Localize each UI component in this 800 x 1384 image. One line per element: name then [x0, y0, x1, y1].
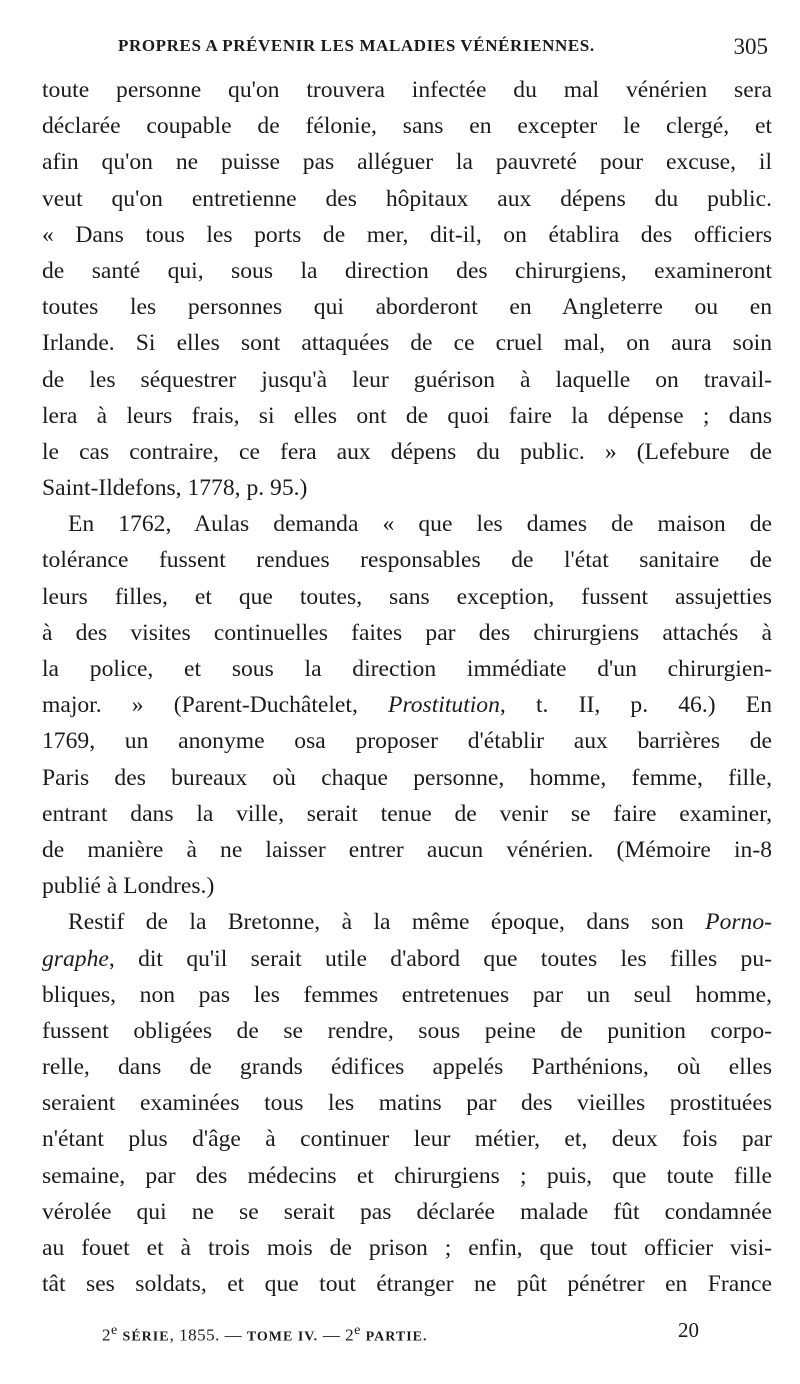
italic-title-pornographe-part2: graphe: [42, 945, 109, 972]
series-superscript: e: [111, 1322, 118, 1338]
text-line: au fouet et à trois mois de prison ; enfin, que tout officier visi-: [42, 1235, 772, 1261]
text-line: de manière à ne laisser entrer aucun vénérien. (Mémoire in-8: [42, 836, 772, 863]
text-line-with-italic: [42, 687, 772, 723]
text-segment: , dit qu'il serait utile d'abord que toutes les filles pu-: [108, 945, 772, 972]
part-number: 2: [345, 1325, 355, 1345]
text-line: toute personne qu'on trouvera infectée du mal vénérien sera: [42, 77, 772, 103]
text-line: tât ses soldats, et que tout étranger ne pût pénétrer en France: [42, 1271, 772, 1298]
sheet-number: 20: [678, 1318, 699, 1342]
year: , 1855. —: [169, 1325, 247, 1345]
paragraph-quotation: [42, 72, 772, 506]
text-line: fussent obligées de se rendre, sous peine de punition corpo-: [42, 1017, 772, 1044]
text-line: Saint-Ildefons, 1778, p. 95.): [42, 475, 308, 502]
text-line: de santé qui, sous la direction des chirurgiens, examineront: [42, 257, 772, 284]
text-line: n'étant plus d'âge à continuer leur métier, et, deux fois par: [42, 1126, 772, 1153]
text-line: bliques, non pas les femmes entretenues par un seul homme,: [42, 981, 772, 1008]
text-line: leurs filles, et que toutes, sans exception, fussent assujetties: [42, 583, 772, 610]
text-line: déclarée coupable de félonie, sans en excepter le clergé, et: [42, 113, 772, 140]
text-line: Paris des bureaux où chaque personne, homme, femme, fille,: [42, 764, 772, 791]
text-line: toutes les personnes qui aborderont en Angleterre ou en: [42, 294, 772, 321]
series-number: 2: [102, 1325, 111, 1345]
text-line: entrant dans la ville, serait tenue de venir se faire examiner,: [42, 800, 772, 827]
part-superscript: e: [354, 1322, 361, 1338]
text-line: publié à Londres.): [42, 873, 215, 900]
series-label: SÉRIE: [122, 1329, 170, 1345]
text-line: veut qu'on entretienne des hôpitaux aux dépens du public.: [42, 185, 772, 212]
text-line: « Dans tous les ports de mer, dit-il, on établira des officiers: [42, 221, 772, 248]
text-line: de les séquestrer jusqu'à leur guérison à laquelle on travail-: [42, 366, 772, 393]
text-line: seraient examinées tous les matins par des vieilles prostituées: [42, 1090, 772, 1117]
tome-label: TOME IV.: [246, 1329, 319, 1345]
text-line-with-italic: [42, 904, 772, 940]
text-line: la police, et sous la direction immédiate d'un chirurgien-: [42, 656, 772, 682]
text-segment: Restif de la Bretonne, à la même époque, dans son: [68, 909, 706, 936]
text-segment: major. » (Parent-Duchâtelet,: [42, 692, 389, 719]
text-line-with-italic: [42, 941, 772, 977]
part-label: PARTIE.: [365, 1329, 428, 1345]
signature-footer: [0, 1318, 800, 1352]
text-line: tolérance fussent rendues responsables de l'état sanitaire de: [42, 547, 772, 574]
page-number: 305: [733, 34, 768, 59]
text-line: semaine, par des médecins et chirurgiens ; puis, que toute fille: [42, 1162, 772, 1189]
running-title: PROPRES A PRÉVENIR LES MALADIES VÉNÉRIENNES.: [118, 36, 595, 55]
text-line: 1769, un anonyme osa proposer d'établir aux barrières de: [42, 728, 772, 755]
text-line: vérolée qui ne se serait pas déclarée malade fût condamnée: [42, 1198, 772, 1225]
italic-title-prostitution: Prostitution: [388, 692, 500, 719]
italic-title-pornographe-part1: Porno-: [705, 909, 772, 936]
text-line: Irlande. Si elles sont attaquées de ce cruel mal, on aura soin: [42, 330, 772, 357]
body-text: [42, 72, 772, 1302]
text-line: le cas contraire, ce fera aux dépens du public. » (Lefebure de: [42, 438, 772, 465]
dash: —: [318, 1325, 346, 1345]
text-line: à des visites continuelles faites par des chirurgiens attachés à: [42, 619, 772, 646]
running-head: [42, 36, 772, 70]
printer-signature: [102, 1322, 428, 1346]
text-segment: , t. II, p. 46.) En: [499, 692, 772, 719]
paragraph-restif: [42, 904, 772, 1302]
text-line: relle, dans de grands édifices appelés Parthénions, où elles: [42, 1054, 772, 1081]
text-line: lera à leurs frais, si elles ont de quoi faire la dépense ; dans: [42, 402, 772, 429]
paragraph-aulas: [42, 506, 772, 904]
text-line: afin qu'on ne puisse pas alléguer la pauvreté pour excuse, il: [42, 149, 772, 176]
text-line: En 1762, Aulas demanda « que les dames de maison de: [68, 511, 772, 538]
